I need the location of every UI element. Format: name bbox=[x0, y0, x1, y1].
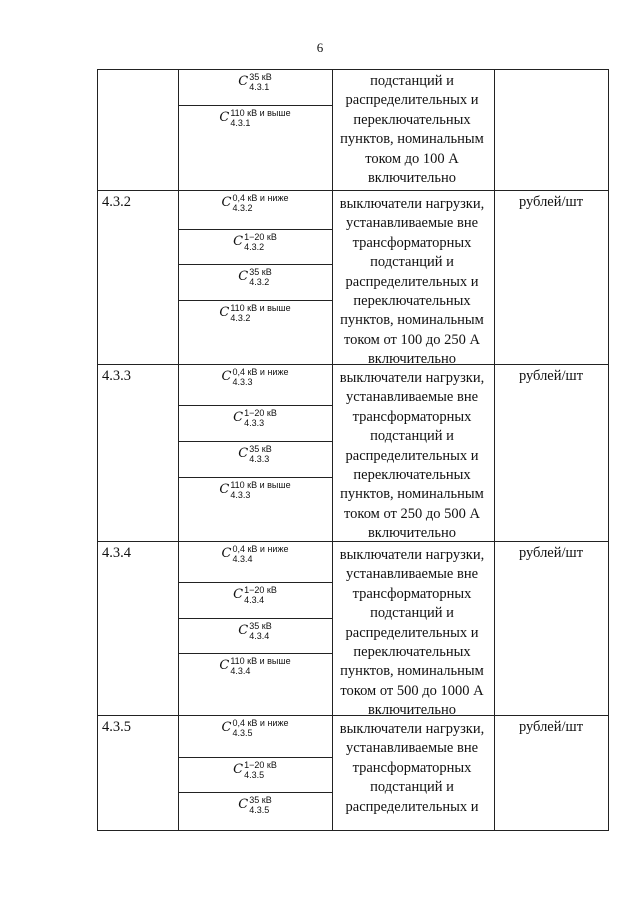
formula-base: C bbox=[238, 623, 249, 638]
formula-base: C bbox=[238, 446, 249, 461]
formula-base: C bbox=[221, 369, 232, 384]
description-text: устанавливаемые вне bbox=[345, 389, 479, 406]
description-text: пунктов, номинальным bbox=[340, 663, 484, 680]
description-text: распределительных и bbox=[345, 798, 479, 815]
formula-superscript: 110 кВ и выше bbox=[230, 302, 291, 313]
formula bbox=[219, 107, 290, 128]
formula bbox=[233, 407, 277, 428]
formula-base: C bbox=[219, 482, 230, 497]
table-rule bbox=[608, 69, 609, 831]
formula-cell bbox=[179, 105, 331, 190]
formula-cell bbox=[179, 229, 331, 264]
formula bbox=[238, 266, 271, 287]
formula-superscript: 0,4 кВ и ниже bbox=[232, 366, 289, 377]
formula-subscript: 4.3.2 bbox=[244, 241, 265, 252]
formula bbox=[219, 479, 290, 500]
formula-cell bbox=[179, 364, 331, 405]
formula-cell bbox=[179, 618, 331, 653]
description-text: трансформаторных bbox=[352, 759, 472, 776]
formula-superscript: 1−20 кВ bbox=[244, 584, 277, 595]
description-text: выключатели нагрузки, bbox=[339, 721, 485, 737]
formula bbox=[238, 71, 271, 92]
formula-superscript: 35 кВ bbox=[249, 443, 272, 454]
formula-subscript: 4.3.3 bbox=[230, 489, 251, 500]
formula-base: C bbox=[238, 797, 249, 812]
formula-cell bbox=[179, 477, 331, 541]
formula-superscript: 0,4 кВ и ниже bbox=[232, 717, 289, 728]
description-text: включительно bbox=[367, 525, 457, 542]
formula-subscript: 4.3.3 bbox=[232, 376, 253, 387]
formula-base: C bbox=[221, 546, 232, 561]
description-text: распределительных и bbox=[345, 273, 479, 290]
table-rule bbox=[97, 190, 609, 191]
formula bbox=[233, 759, 277, 780]
description-text: устанавливаемые вне bbox=[345, 566, 479, 583]
formula bbox=[222, 192, 289, 213]
formula-subscript: 4.3.3 bbox=[249, 453, 270, 464]
description-text: выключатели нагрузки, bbox=[339, 196, 485, 212]
formula-superscript: 1−20 кВ bbox=[244, 407, 277, 418]
formula-subscript: 4.3.1 bbox=[230, 117, 251, 128]
unit-text: рублей/шт bbox=[518, 194, 584, 210]
formula bbox=[233, 584, 277, 605]
formula bbox=[233, 231, 277, 252]
description-text: пунктов, номинальным bbox=[340, 486, 484, 503]
description-text: выключатели нагрузки, bbox=[339, 547, 485, 563]
formula-base: C bbox=[233, 587, 244, 602]
formula-cell bbox=[179, 792, 331, 830]
formula-cell bbox=[179, 300, 331, 364]
formula-subscript: 4.3.2 bbox=[230, 312, 251, 323]
formula-superscript: 110 кВ и выше bbox=[230, 655, 291, 666]
description-text: пунктов, номинальным bbox=[340, 131, 484, 148]
formula-cell bbox=[179, 190, 331, 229]
formula-cell bbox=[179, 69, 331, 105]
unit-text: рублей/шт bbox=[518, 719, 584, 735]
formula-subscript: 4.3.4 bbox=[244, 594, 265, 605]
description-text: подстанций и bbox=[370, 73, 454, 89]
page-number: 6 bbox=[316, 40, 324, 55]
formula-base: C bbox=[238, 74, 249, 89]
formula-cell bbox=[179, 582, 331, 618]
formula bbox=[222, 717, 289, 738]
description-text: распределительных и bbox=[345, 624, 479, 641]
description-text: устанавливаемые вне bbox=[345, 740, 479, 757]
description-text: переключательных bbox=[353, 644, 471, 660]
formula-subscript: 4.3.5 bbox=[244, 769, 265, 780]
formula-base: C bbox=[219, 305, 230, 320]
description-text: трансформаторных bbox=[352, 408, 472, 425]
formula-subscript: 4.3.2 bbox=[232, 202, 253, 213]
description-text: переключательных bbox=[353, 111, 471, 128]
formula-superscript: 110 кВ и выше bbox=[230, 479, 291, 490]
table-rule bbox=[97, 830, 609, 831]
formula-superscript: 1−20 кВ bbox=[244, 231, 277, 242]
formula-base: C bbox=[221, 720, 232, 735]
formula bbox=[219, 655, 290, 676]
formula bbox=[222, 543, 289, 564]
unit-text: рублей/шт bbox=[518, 368, 584, 384]
row-code: 4.3.5 bbox=[102, 719, 131, 735]
table-rule bbox=[494, 69, 495, 831]
description-text: трансформаторных bbox=[352, 234, 472, 251]
description-text: трансформаторных bbox=[352, 585, 472, 602]
unit-text: рублей/шт bbox=[518, 545, 584, 561]
formula-base: C bbox=[219, 110, 230, 125]
formula-superscript: 35 кВ bbox=[249, 620, 272, 631]
formula-superscript: 35 кВ bbox=[249, 794, 272, 805]
formula-superscript: 110 кВ и выше bbox=[230, 107, 291, 118]
formula-subscript: 4.3.5 bbox=[232, 727, 253, 738]
formula-cell bbox=[179, 715, 331, 757]
formula-cell bbox=[179, 541, 331, 582]
description-text: подстанций и bbox=[370, 428, 454, 445]
description-text: током от 100 до 250 А bbox=[344, 331, 480, 348]
formula-subscript: 4.3.3 bbox=[244, 417, 265, 428]
formula-base: C bbox=[221, 195, 232, 210]
description-text: током до 100 А bbox=[365, 150, 459, 167]
formula-cell bbox=[179, 757, 331, 792]
formula bbox=[238, 794, 271, 815]
table-rule bbox=[97, 69, 98, 831]
description-text: подстанций и bbox=[370, 254, 454, 271]
formula-superscript: 0,4 кВ и ниже bbox=[232, 192, 289, 203]
description-text: включительно bbox=[367, 702, 457, 719]
formula bbox=[219, 302, 290, 323]
row-code: 4.3.3 bbox=[102, 368, 131, 384]
formula-subscript: 4.3.5 bbox=[249, 804, 270, 815]
description-text: током от 250 до 500 А bbox=[344, 505, 480, 522]
formula-superscript: 35 кВ bbox=[249, 71, 272, 82]
description-text: переключательных bbox=[353, 467, 471, 483]
description-text: включительно bbox=[367, 351, 457, 368]
description-text: включительно bbox=[367, 170, 457, 186]
row-code: 4.3.2 bbox=[102, 194, 131, 210]
description-text: подстанций и bbox=[370, 605, 454, 622]
description-text: распределительных и bbox=[345, 92, 479, 109]
formula-cell bbox=[179, 653, 331, 715]
formula-cell bbox=[179, 264, 331, 300]
formula bbox=[238, 443, 271, 464]
description-text: током от 500 до 1000 А bbox=[340, 682, 484, 699]
formula-subscript: 4.3.2 bbox=[249, 276, 270, 287]
formula-base: C bbox=[233, 410, 244, 425]
formula-subscript: 4.3.4 bbox=[230, 665, 251, 676]
formula-base: C bbox=[233, 234, 244, 249]
formula-superscript: 1−20 кВ bbox=[244, 759, 277, 770]
formula-base: C bbox=[233, 762, 244, 777]
formula-superscript: 35 кВ bbox=[249, 266, 272, 277]
formula-cell bbox=[179, 441, 331, 477]
formula bbox=[238, 620, 271, 641]
formula bbox=[222, 366, 289, 387]
description-text: подстанций и bbox=[370, 779, 454, 796]
description-text: пунктов, номинальным bbox=[340, 312, 484, 329]
formula-base: C bbox=[238, 269, 249, 284]
formula-cell bbox=[179, 405, 331, 441]
description-text: устанавливаемые вне bbox=[345, 215, 479, 232]
description-text: распределительных и bbox=[345, 447, 479, 464]
formula-superscript: 0,4 кВ и ниже bbox=[232, 543, 289, 554]
table-rule bbox=[97, 69, 609, 70]
formula-subscript: 4.3.4 bbox=[249, 630, 270, 641]
row-code: 4.3.4 bbox=[102, 545, 131, 561]
description-text: переключательных bbox=[353, 293, 471, 309]
description-text: выключатели нагрузки, bbox=[339, 370, 485, 386]
formula-subscript: 4.3.1 bbox=[249, 81, 270, 92]
formula-subscript: 4.3.4 bbox=[232, 553, 253, 564]
formula-base: C bbox=[219, 658, 230, 673]
